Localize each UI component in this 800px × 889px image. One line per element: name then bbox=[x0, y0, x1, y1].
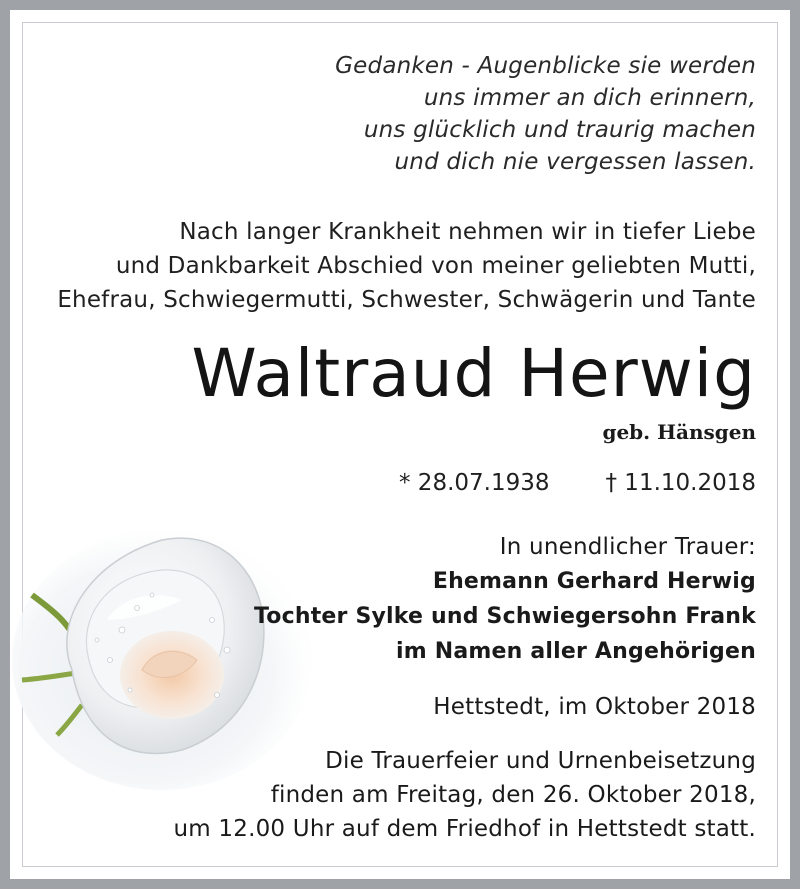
mourner: Ehemann Gerhard Herwig bbox=[432, 569, 756, 594]
life-dates bbox=[399, 470, 756, 496]
place-date: Hettstedt, im Oktober 2018 bbox=[433, 694, 756, 720]
maiden-name: geb. Hänsgen bbox=[602, 420, 756, 444]
service-line: Die Trauerfeier und Urnenbeisetzung bbox=[325, 748, 756, 774]
intro-line: Ehefrau, Schwiegermutti, Schwester, Schwägerin und Tante bbox=[57, 287, 756, 313]
mourner: Tochter Sylke und Schwiegersohn Frank bbox=[254, 604, 756, 629]
farewell-intro bbox=[57, 215, 756, 317]
mourner: im Namen aller Angehörigen bbox=[396, 639, 756, 664]
funeral-service-info bbox=[174, 744, 756, 846]
service-line: finden am Freitag, den 26. Oktober 2018, bbox=[270, 782, 756, 808]
mourning-title: In unendlicher Trauer: bbox=[499, 534, 756, 560]
death-date: † 11.10.2018 bbox=[605, 470, 756, 496]
deceased-name: Waltraud Herwig bbox=[191, 335, 756, 412]
poem-line: und dich nie vergessen lassen. bbox=[394, 149, 756, 175]
poem-line: Gedanken - Augenblicke sie werden bbox=[335, 53, 756, 79]
mourners-list bbox=[254, 564, 756, 669]
poem-line: uns glücklich und traurig machen bbox=[363, 117, 756, 143]
birth-date: * 28.07.1938 bbox=[399, 470, 550, 496]
memorial-poem bbox=[335, 50, 756, 178]
intro-line: und Dankbarkeit Abschied von meiner geliebten Mutti, bbox=[115, 253, 756, 279]
intro-line: Nach langer Krankheit nehmen wir in tiefer Liebe bbox=[179, 219, 756, 245]
poem-line: uns immer an dich erinnern, bbox=[423, 85, 756, 111]
service-line: um 12.00 Uhr auf dem Friedhof in Hettstedt statt. bbox=[173, 816, 756, 842]
